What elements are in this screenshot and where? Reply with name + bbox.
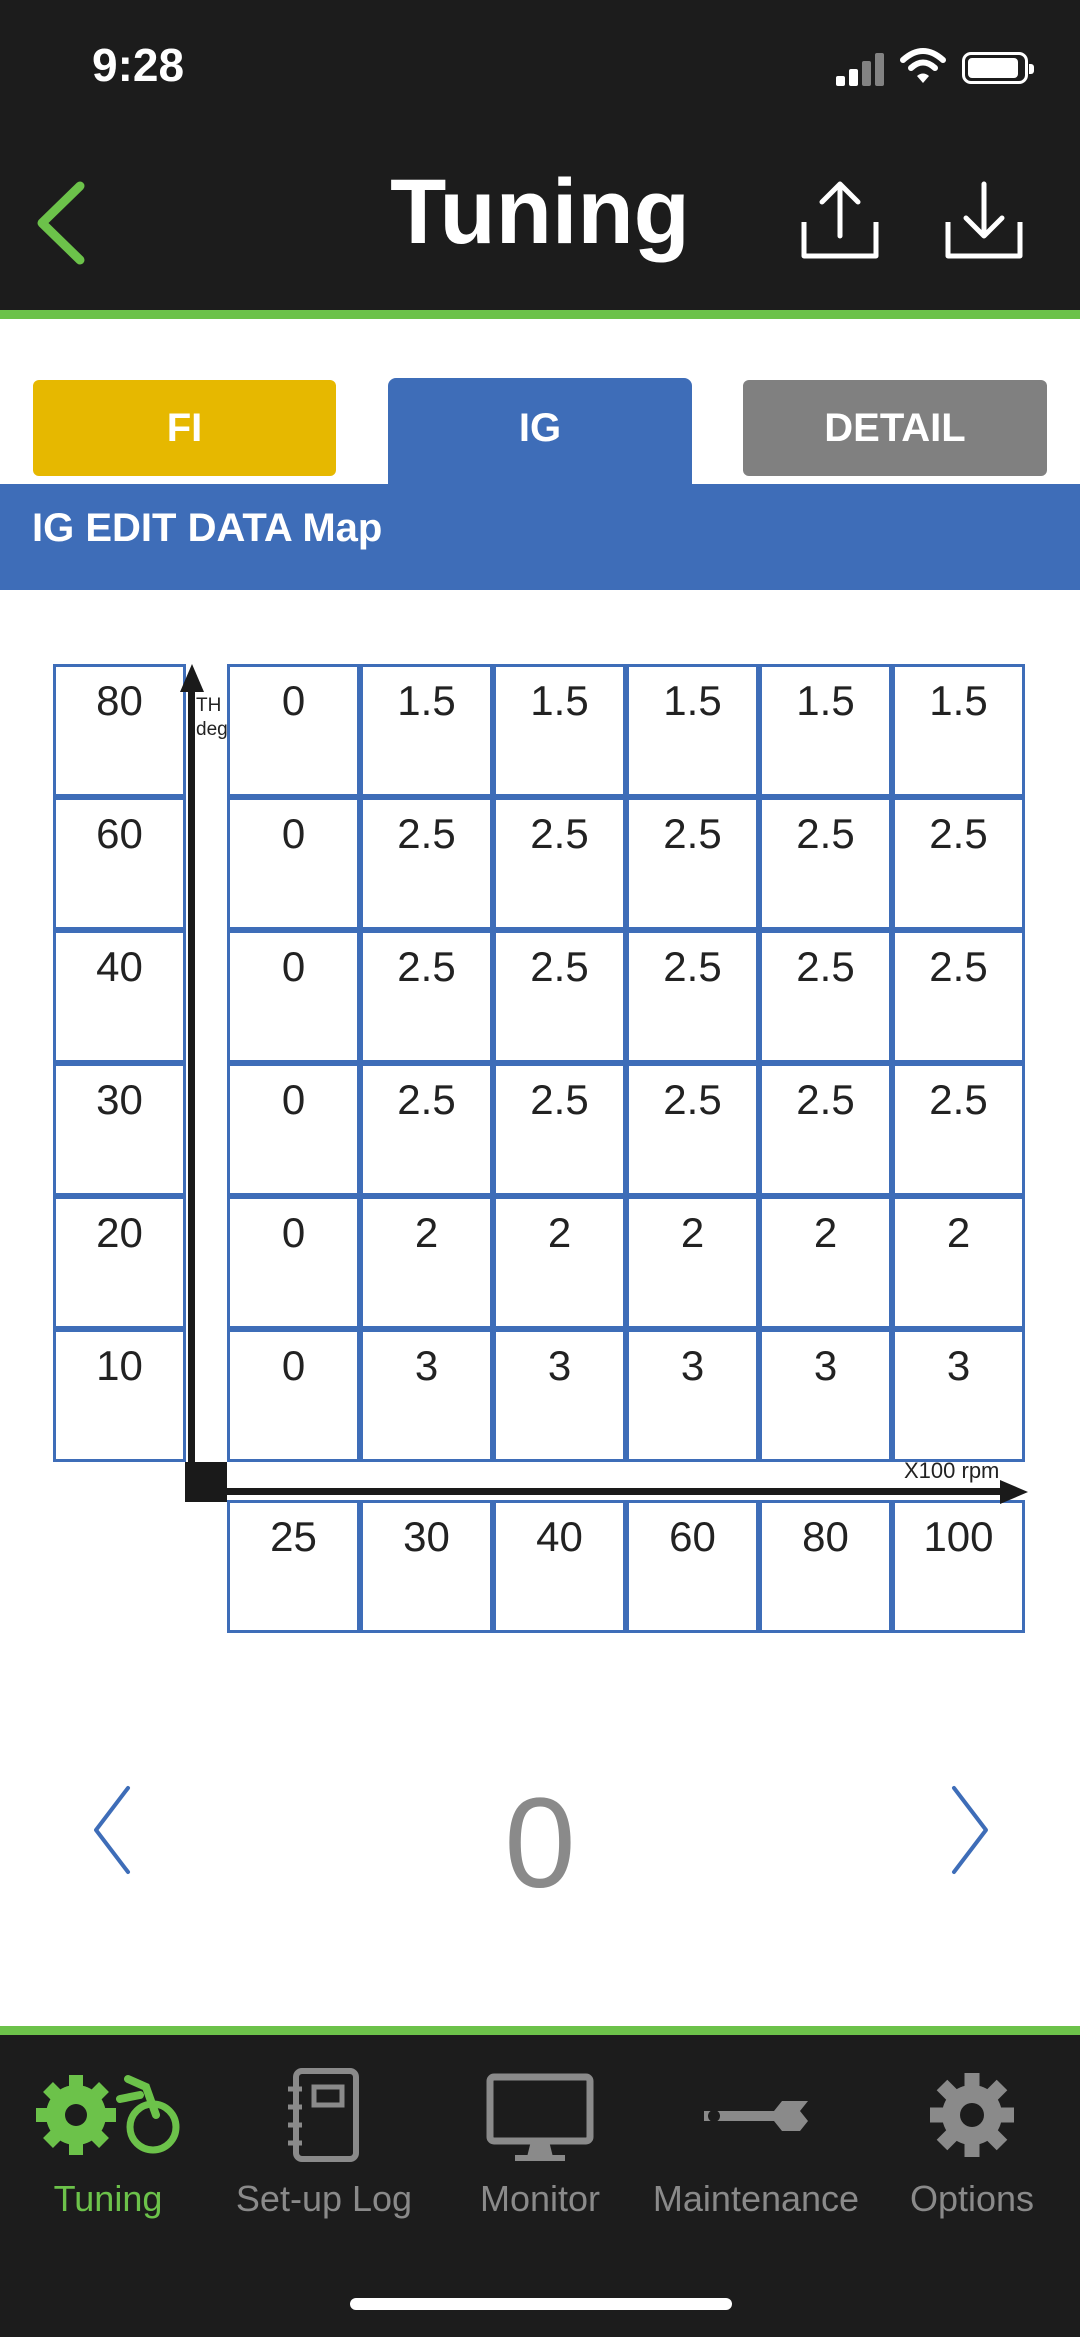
map-value-cell[interactable]: 2 bbox=[759, 1196, 892, 1329]
map-value-cell[interactable]: 2.5 bbox=[892, 797, 1025, 930]
map-value-cell[interactable]: 0 bbox=[227, 797, 360, 930]
gear-icon bbox=[922, 2065, 1022, 2165]
map-value-cell[interactable]: 2.5 bbox=[493, 797, 626, 930]
throttle-label-cell: 40 bbox=[53, 930, 186, 1063]
map-value-cell[interactable]: 2.5 bbox=[360, 797, 493, 930]
tuning-bike-gear-icon bbox=[28, 2065, 188, 2165]
throttle-label-cell: 60 bbox=[53, 797, 186, 930]
bottom-nav-label: Maintenance bbox=[652, 2178, 860, 2219]
y-axis-label-line1: TH bbox=[196, 695, 222, 716]
cellular-signal-icon bbox=[836, 52, 886, 86]
bottom-nav-maintenance[interactable] bbox=[648, 2060, 864, 2220]
bottom-nav-tuning[interactable] bbox=[0, 2060, 216, 2220]
page-title: Tuning bbox=[390, 161, 690, 263]
bottom-nav-label: Monitor bbox=[479, 2178, 601, 2219]
y-axis-line bbox=[188, 680, 195, 1492]
map-value-cell[interactable]: 2 bbox=[626, 1196, 759, 1329]
axis-origin bbox=[185, 1462, 227, 1502]
map-value-cell[interactable]: 0 bbox=[227, 1196, 360, 1329]
nav-divider bbox=[0, 310, 1080, 319]
map-value-cell[interactable]: 3 bbox=[759, 1329, 892, 1462]
battery-icon bbox=[962, 52, 1028, 84]
map-value-cell[interactable]: 3 bbox=[360, 1329, 493, 1462]
home-indicator bbox=[350, 2298, 732, 2310]
rpm-label-cell: 80 bbox=[759, 1500, 892, 1633]
tab-detail[interactable]: DETAIL bbox=[743, 380, 1047, 476]
throttle-label-cell: 80 bbox=[53, 664, 186, 797]
current-value: 0 bbox=[504, 1772, 576, 1915]
map-value-cell[interactable]: 2.5 bbox=[626, 797, 759, 930]
map-value-cell[interactable]: 0 bbox=[227, 1063, 360, 1196]
tab-fi[interactable]: FI bbox=[33, 380, 336, 476]
bottom-nav-label: Set-up Log bbox=[235, 2178, 413, 2219]
rpm-label-cell: 30 bbox=[360, 1500, 493, 1633]
throttle-label-cell: 10 bbox=[53, 1329, 186, 1462]
notebook-icon bbox=[284, 2065, 364, 2165]
previous-chevron-icon[interactable] bbox=[88, 1782, 138, 1878]
map-value-cell[interactable]: 2.5 bbox=[360, 1063, 493, 1196]
rpm-label-cell: 60 bbox=[626, 1500, 759, 1633]
wrench-icon bbox=[696, 2065, 816, 2165]
map-value-cell[interactable]: 3 bbox=[493, 1329, 626, 1462]
bottom-nav-label: Tuning bbox=[53, 2178, 163, 2219]
map-value-cell[interactable]: 2.5 bbox=[892, 930, 1025, 1063]
rpm-label-cell: 40 bbox=[493, 1500, 626, 1633]
rpm-label-cell: 100 bbox=[892, 1500, 1025, 1633]
map-value-cell[interactable]: 2 bbox=[360, 1196, 493, 1329]
map-value-cell[interactable]: 3 bbox=[626, 1329, 759, 1462]
throttle-label-cell: 30 bbox=[53, 1063, 186, 1196]
map-value-cell[interactable]: 2.5 bbox=[759, 797, 892, 930]
map-value-cell[interactable]: 1.5 bbox=[493, 664, 626, 797]
rpm-label-cell: 25 bbox=[227, 1500, 360, 1633]
bottom-nav-monitor[interactable] bbox=[432, 2060, 648, 2220]
map-value-cell[interactable]: 0 bbox=[227, 1329, 360, 1462]
bottom-nav-options[interactable] bbox=[864, 2060, 1080, 2220]
y-axis-label-line2: deg bbox=[196, 719, 228, 740]
monitor-icon bbox=[485, 2065, 595, 2165]
section-title: IG EDIT DATA Map bbox=[32, 506, 383, 550]
map-value-cell[interactable]: 2.5 bbox=[493, 1063, 626, 1196]
tab-ig[interactable]: IG bbox=[388, 378, 692, 488]
x-axis-label: X100 rpm bbox=[904, 1458, 1000, 1483]
map-value-cell[interactable]: 1.5 bbox=[759, 664, 892, 797]
map-value-cell[interactable]: 1.5 bbox=[892, 664, 1025, 797]
map-value-cell[interactable]: 0 bbox=[227, 664, 360, 797]
map-value-cell[interactable]: 1.5 bbox=[626, 664, 759, 797]
next-chevron-icon[interactable] bbox=[944, 1782, 994, 1878]
map-value-cell[interactable]: 2.5 bbox=[360, 930, 493, 1063]
map-value-cell[interactable]: 2 bbox=[892, 1196, 1025, 1329]
download-icon[interactable] bbox=[942, 178, 1026, 262]
tabbar-divider bbox=[0, 2026, 1080, 2035]
y-axis-label bbox=[196, 694, 228, 742]
y-axis-arrow bbox=[180, 664, 204, 692]
map-value-cell[interactable]: 2.5 bbox=[626, 1063, 759, 1196]
status-time: 9:28 bbox=[92, 39, 185, 91]
map-value-cell[interactable]: 3 bbox=[892, 1329, 1025, 1462]
throttle-label-cell: 20 bbox=[53, 1196, 186, 1329]
map-value-cell[interactable]: 2.5 bbox=[759, 1063, 892, 1196]
map-value-cell[interactable]: 2 bbox=[493, 1196, 626, 1329]
bottom-nav-label: Options bbox=[909, 2178, 1035, 2219]
x-axis-line bbox=[188, 1488, 1008, 1495]
upload-icon[interactable] bbox=[798, 178, 882, 262]
x-axis-arrow bbox=[1000, 1480, 1028, 1504]
bottom-nav-setup-log[interactable] bbox=[216, 2060, 432, 2220]
map-value-cell[interactable]: 2.5 bbox=[892, 1063, 1025, 1196]
map-value-cell[interactable]: 0 bbox=[227, 930, 360, 1063]
map-value-cell[interactable]: 2.5 bbox=[493, 930, 626, 1063]
wifi-icon bbox=[900, 46, 946, 86]
map-value-cell[interactable]: 2.5 bbox=[626, 930, 759, 1063]
map-value-cell[interactable]: 2.5 bbox=[759, 930, 892, 1063]
map-value-cell[interactable]: 1.5 bbox=[360, 664, 493, 797]
